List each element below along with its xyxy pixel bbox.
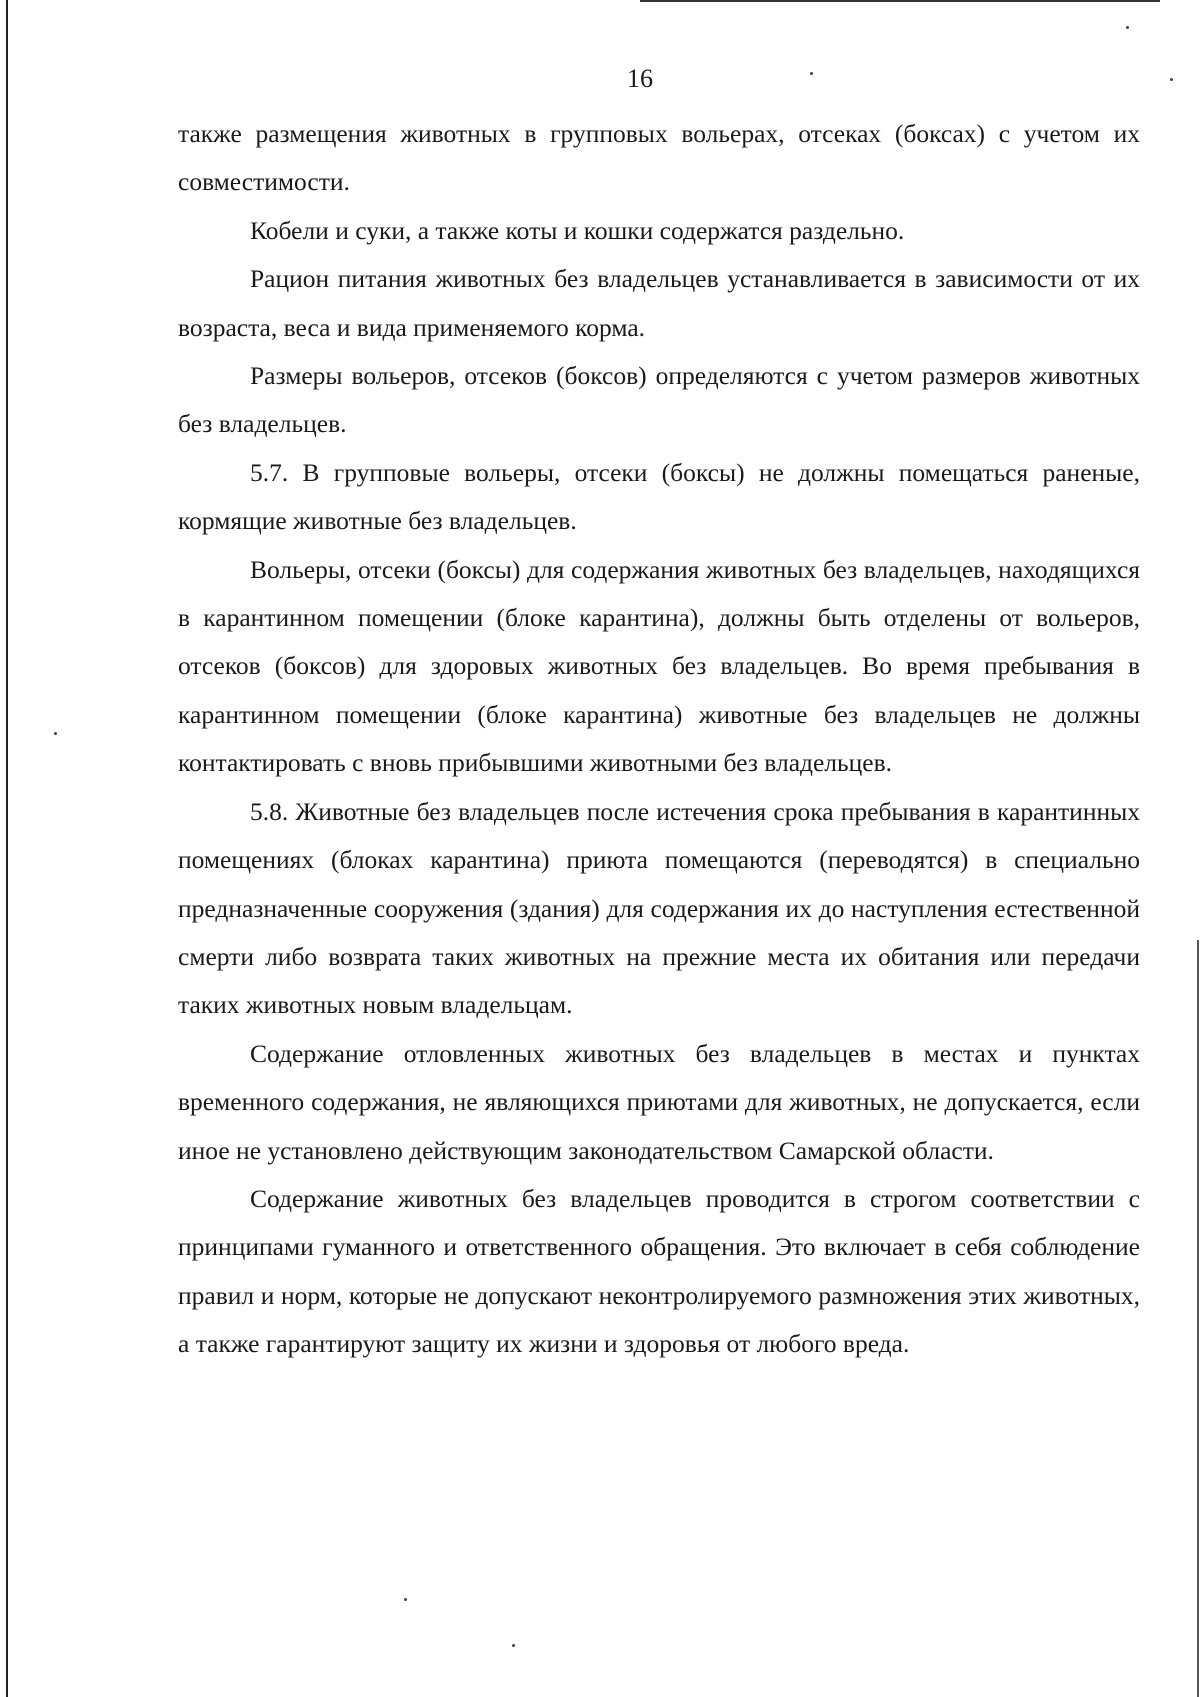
scan-speck <box>404 1598 407 1601</box>
scan-right-edge <box>1197 940 1199 1697</box>
scan-left-edge <box>6 0 8 1697</box>
paragraph-clause-5-7: 5.7. В групповые вольеры, отсеки (боксы) не должны помещаться раненые, кормящие животные без владельцев. <box>178 457 1140 536</box>
scan-top-edge <box>640 0 1160 2</box>
scan-speck <box>810 72 813 75</box>
scan-speck <box>512 1644 515 1647</box>
paragraph-clause-5-8: 5.8. Животные без владельцев после истечения срока пребывания в карантинных помещениях (блоках карантина) приюта помещаются (переводятся) в специально предназначенные сооружения (здания) для содержания их до наступления естественной смерти либо возврата таких животных на прежние места их обитания или передачи таких животных новым владельцам. <box>178 796 1140 1020</box>
paragraph-continuation: также размещения животных в групповых вольерах, отсеках (боксах) с учетом их совместимости. <box>178 119 1140 197</box>
paragraph-quarantine-enclosures: Вольеры, отсеки (боксы) для содержания животных без владельцев, находящихся в карантинном помещении (блоке карантина), должны быть отделены от вольеров, отсеков (боксов) для здоровых животных без владельцев. Во время пребывания в карантинном помещении (блоке карантина) животные без владельцев не должны контактировать с вновь прибывшими животными без владельцев. <box>178 554 1140 778</box>
paragraph-temporary-housing: Содержание отловленных животных без владельцев в местах и пунктах временного содержания, не являющихся приютами для животных, не допускается, если иное не установлено действующим законодательством Самарской области. <box>178 1038 1140 1165</box>
paragraph-humane-treatment: Содержание животных без владельцев проводится в строгом соответствии с принципами гуманного и ответственного обращения. Это включает в себя соблюдение правил и норм, которые не допускают неконтролируемого размножения этих животных, а также гарантируют защиту их жизни и здоровья от любого вреда. <box>178 1183 1140 1359</box>
document-body <box>178 110 1140 1369</box>
scan-speck <box>54 732 57 735</box>
paragraph-separate-housing: Кобели и суки, а также коты и кошки содержатся раздельно. <box>250 215 905 245</box>
page-number: 16 <box>627 64 653 93</box>
scan-speck <box>1170 78 1173 81</box>
scan-speck <box>1126 26 1129 29</box>
paragraph-enclosure-sizes: Размеры вольеров, отсеков (боксов) определяются с учетом размеров животных без владельцев. <box>178 361 1140 439</box>
paragraph-diet: Рацион питания животных без владельцев устанавливается в зависимости от их возраста, веса и вида применяемого корма. <box>178 264 1140 342</box>
